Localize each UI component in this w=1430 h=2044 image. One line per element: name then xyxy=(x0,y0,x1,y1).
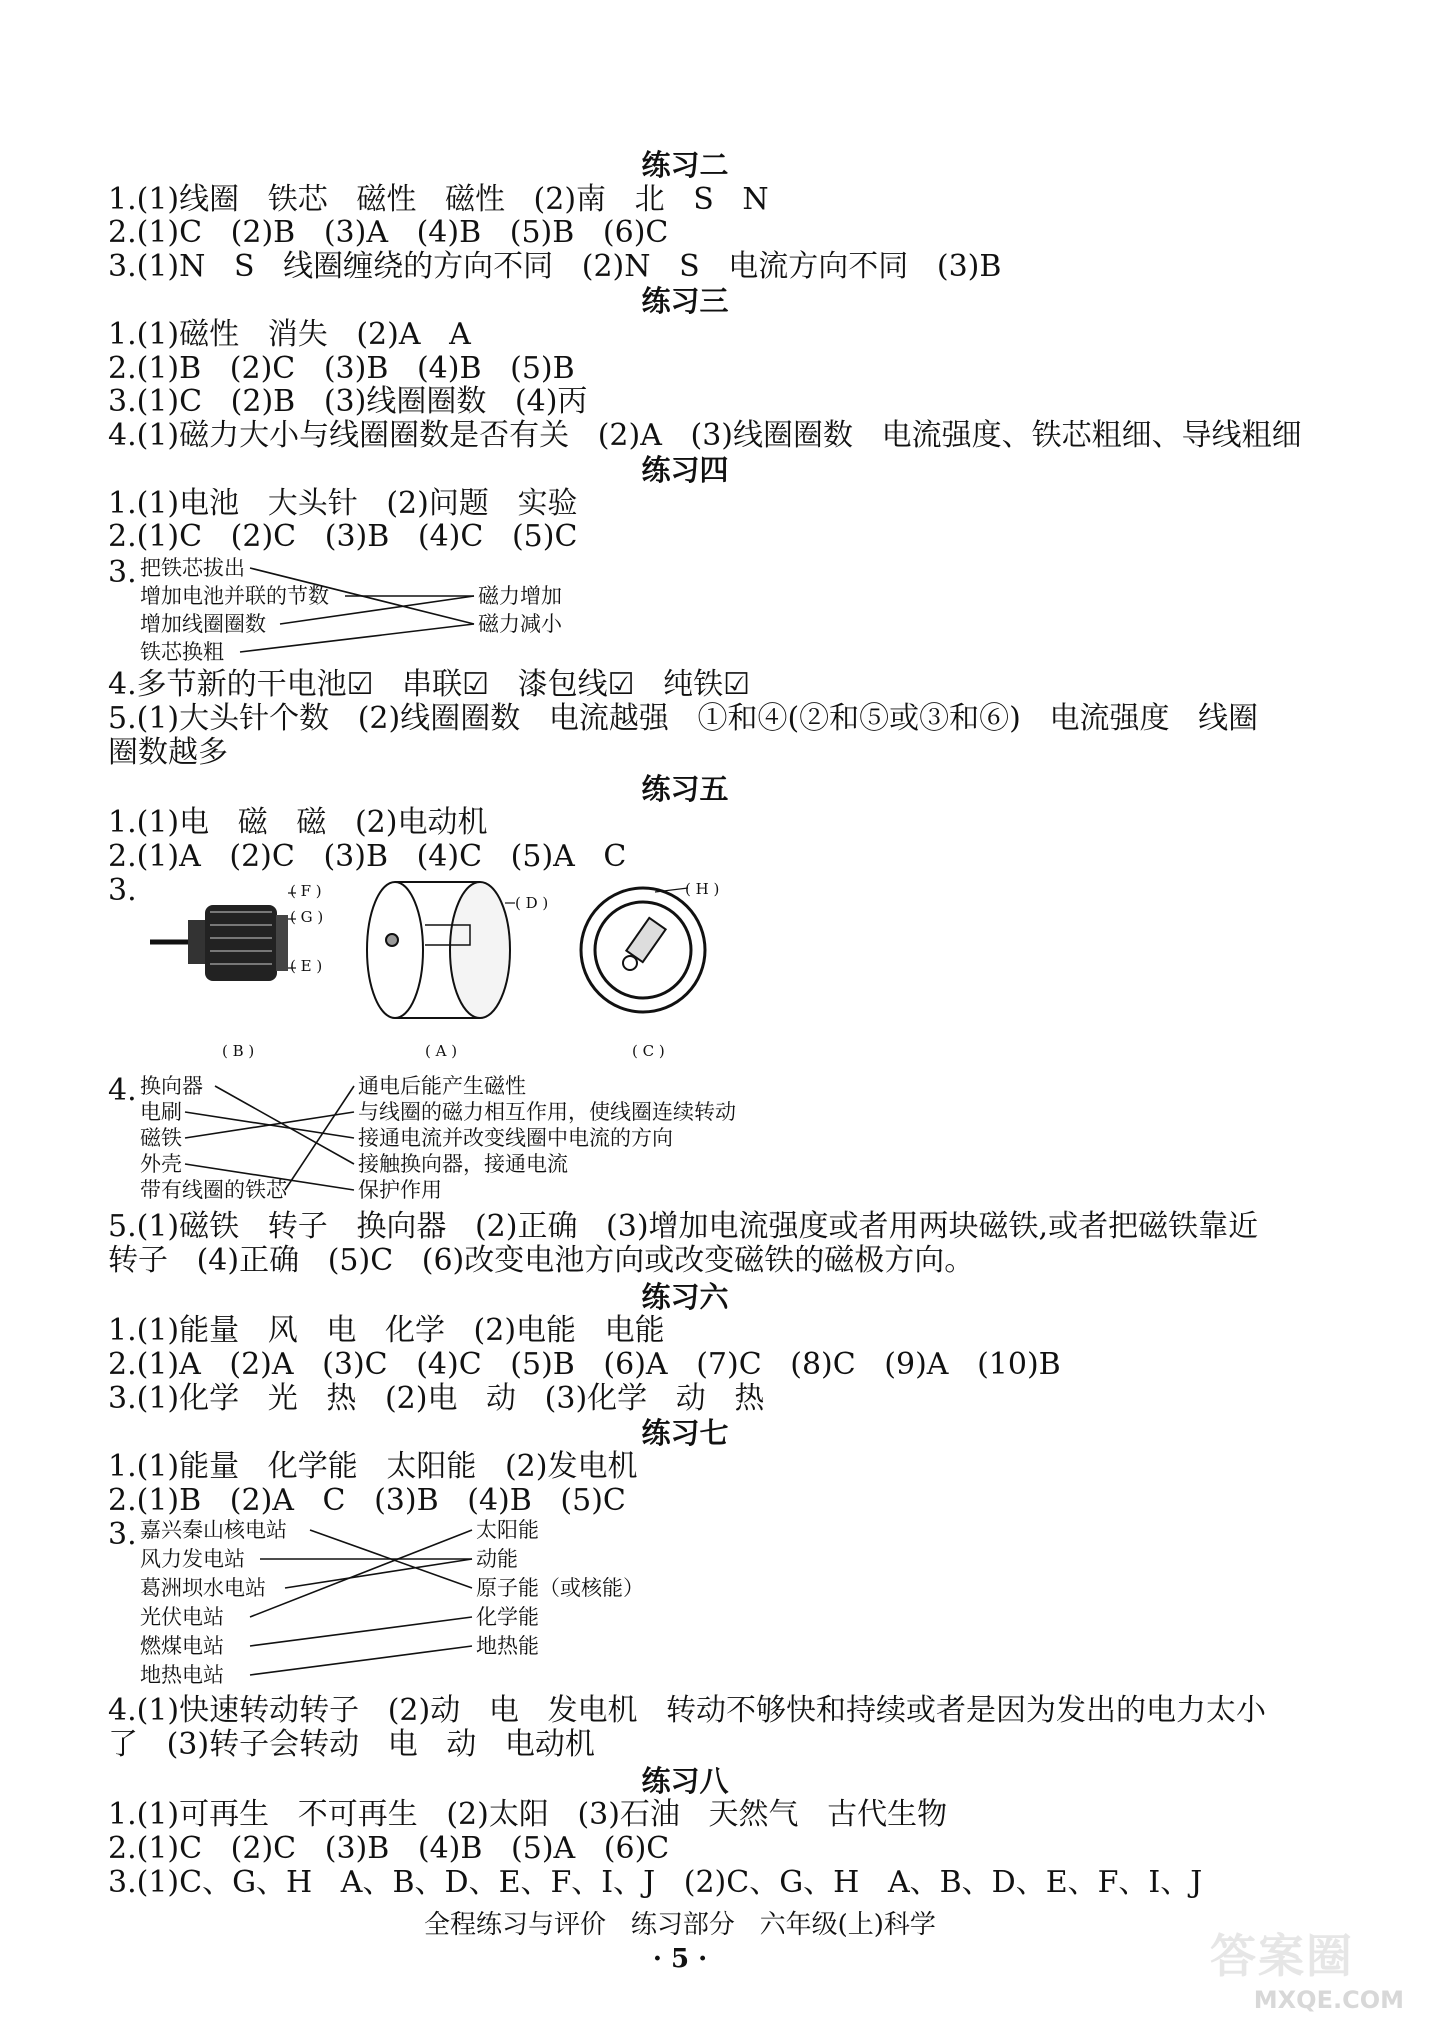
match-right-item: 与线圈的磁力相互作用，使线圈连续转动 xyxy=(358,1100,736,1124)
ex5-match-lines xyxy=(185,1086,354,1190)
answer-line: 1.(1)线圈 铁芯 磁性 磁性 (2)南 北 S N xyxy=(108,182,769,217)
answer-line: 1.(1)可再生 不可再生 (2)太阳 (3)石油 天然气 古代生物 xyxy=(108,1797,948,1832)
match-right-item: 磁力减小 xyxy=(478,612,562,636)
page-number: · 5 · xyxy=(652,1944,708,1974)
match-left-item: 换向器 xyxy=(140,1074,203,1098)
match-right-item: 保护作用 xyxy=(358,1178,442,1202)
figure-label-c: ( C ) xyxy=(632,1042,665,1060)
answer-line: 3.(1)化学 光 热 (2)电 动 (3)化学 动 热 xyxy=(108,1381,765,1416)
watermark-logo xyxy=(1210,1920,1410,2030)
answer-line: 1.(1)电池 大头针 (2)问题 实验 xyxy=(108,486,578,521)
answer-line: 转子 (4)正确 (5)C (6)改变电池方向或改变磁铁的磁极方向。 xyxy=(108,1243,975,1278)
answer-line: 2.(1)B (2)C (3)B (4)B (5)B xyxy=(108,351,575,386)
answer-line: 1.(1)电 磁 磁 (2)电动机 xyxy=(108,805,488,840)
answer-line: 3.(1)N S 线圈缠绕的方向不同 (2)N S 电流方向不同 (3)B xyxy=(108,249,1002,284)
answer-line: 圈数越多 xyxy=(108,735,228,770)
watermark-url: MXQE.COM xyxy=(1253,1986,1404,2014)
figure-label-g: ( G ) xyxy=(290,908,324,926)
question-number: 3. xyxy=(108,555,137,590)
footer-book-title: 全程练习与评价 练习部分 六年级(上)科学 xyxy=(424,1910,936,1940)
match-left-item: 嘉兴秦山核电站 xyxy=(140,1518,287,1542)
match-left-item: 地热电站 xyxy=(140,1663,224,1687)
ex4-match-lines xyxy=(240,568,474,652)
match-line xyxy=(250,1646,472,1675)
match-line xyxy=(285,1559,472,1588)
match-line xyxy=(240,624,474,652)
section-title-ex7: 练习七 xyxy=(641,1416,729,1450)
match-left-item: 增加电池并联的节数 xyxy=(140,584,329,608)
section-title-ex5: 练习五 xyxy=(641,772,729,806)
section-title-ex4: 练习四 xyxy=(641,453,729,487)
section-title-ex6: 练习六 xyxy=(641,1280,729,1314)
match-left-item: 外壳 xyxy=(140,1152,182,1176)
match-left-item: 磁铁 xyxy=(140,1126,182,1150)
endcap-image xyxy=(581,888,705,1012)
figure-label-f: ( F ) xyxy=(290,882,322,900)
figure-label-d: ( D ) xyxy=(515,894,549,912)
match-left-item: 把铁芯拔出 xyxy=(140,556,245,580)
answer-line: 2.(1)C (2)C (3)B (4)B (5)A (6)C xyxy=(108,1831,670,1866)
answer-line: 3.(1)C (2)B (3)线圈圈数 (4)丙 xyxy=(108,384,588,419)
match-right-item: 地热能 xyxy=(476,1634,539,1658)
answer-line: 了 (3)转子会转动 电 动 电动机 xyxy=(108,1727,595,1762)
match-left-item: 带有线圈的铁芯 xyxy=(140,1178,287,1202)
answer-line: 2.(1)C (2)B (3)A (4)B (5)B (6)C xyxy=(108,215,669,250)
match-left-item: 燃煤电站 xyxy=(140,1634,224,1658)
figure-label-e: ( E ) xyxy=(290,957,323,975)
section-title-ex2: 练习二 xyxy=(641,148,729,182)
answer-line: 4.多节新的干电池☑ 串联☑ 漆包线☑ 纯铁☑ xyxy=(108,667,751,702)
match-line xyxy=(285,1086,354,1190)
match-left-item: 风力发电站 xyxy=(140,1547,245,1571)
answer-line: 4.(1)快速转动转子 (2)动 电 发电机 转动不够快和持续或者是因为发出的电力太小 xyxy=(108,1693,1267,1728)
match-left-item: 电刷 xyxy=(140,1100,182,1124)
answer-line: 2.(1)A (2)A (3)C (4)C (5)B (6)A (7)C (8)C (9)A (10)B xyxy=(108,1347,1061,1382)
answer-line: 4.(1)磁力大小与线圈圈数是否有关 (2)A (3)线圈圈数 电流强度、铁芯粗细、导线粗细 xyxy=(108,418,1302,453)
answer-line: 5.(1)磁铁 转子 换向器 (2)正确 (3)增加电流强度或者用两块磁铁,或者把磁铁靠近 xyxy=(108,1209,1259,1244)
match-right-item: 接触换向器，接通电流 xyxy=(358,1152,568,1176)
match-line xyxy=(185,1164,354,1190)
section-title-ex8: 练习八 xyxy=(641,1764,729,1798)
match-line xyxy=(250,1530,472,1617)
ex7-match-lines xyxy=(250,1530,472,1675)
answer-line: 2.(1)B (2)A C (3)B (4)B (5)C xyxy=(108,1483,626,1518)
match-right-item: 磁力增加 xyxy=(478,584,562,608)
match-right-item: 太阳能 xyxy=(476,1518,539,1542)
watermark-text: 答案圈 xyxy=(1210,1929,1354,1983)
answer-line: 1.(1)磁性 消失 (2)A A xyxy=(108,317,471,352)
answer-line: 2.(1)C (2)C (3)B (4)C (5)C xyxy=(108,519,578,554)
match-right-item: 原子能（或核能） xyxy=(476,1576,644,1600)
question-number: 3. xyxy=(108,1517,137,1552)
match-right-item: 动能 xyxy=(476,1547,518,1571)
answer-line: 3.(1)C、G、H A、B、D、E、F、I、J (2)C、G、H A、B、D、E、F、I、J xyxy=(108,1865,1203,1900)
match-right-item: 接通电流并改变线圈中电流的方向 xyxy=(358,1126,673,1150)
answer-line: 1.(1)能量 化学能 太阳能 (2)发电机 xyxy=(108,1449,638,1484)
answer-line: 1.(1)能量 风 电 化学 (2)电能 电能 xyxy=(108,1313,665,1348)
question-number: 4. xyxy=(108,1073,137,1108)
match-left-item: 葛洲坝水电站 xyxy=(140,1576,266,1600)
figure-label-a: ( A ) xyxy=(425,1042,458,1060)
match-line xyxy=(250,1617,472,1646)
section-title-ex3: 练习三 xyxy=(641,284,729,318)
match-line xyxy=(215,1086,354,1164)
match-left-item: 铁芯换粗 xyxy=(140,640,224,664)
question-number: 3. xyxy=(108,873,137,908)
figure-label-b: ( B ) xyxy=(222,1042,255,1060)
match-left-item: 光伏电站 xyxy=(140,1605,224,1629)
match-right-item: 通电后能产生磁性 xyxy=(358,1074,526,1098)
match-left-item: 增加线圈圈数 xyxy=(140,612,266,636)
match-right-item: 化学能 xyxy=(476,1605,539,1629)
figure-label-h: ( H ) xyxy=(685,880,720,898)
answer-line: 5.(1)大头针个数 (2)线圈圈数 电流越强 ①和④(②和⑤或③和⑥) 电流强度 线圈 xyxy=(108,701,1259,736)
answer-line: 2.(1)A (2)C (3)B (4)C (5)A C xyxy=(108,839,627,874)
housing-image xyxy=(367,882,515,1018)
rotor-image xyxy=(150,893,296,981)
